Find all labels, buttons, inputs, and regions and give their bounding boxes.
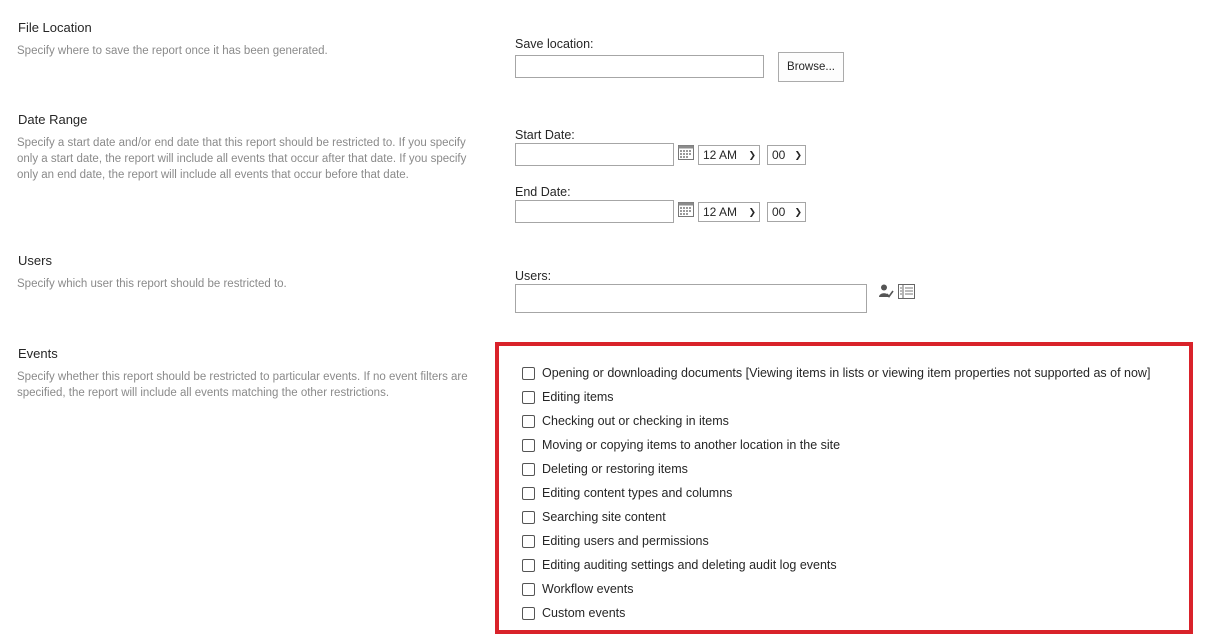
chevron-down-icon: ❯ — [748, 149, 756, 160]
date-range-title: Date Range — [18, 112, 88, 127]
event-option-label: Searching site content — [542, 510, 666, 524]
chevron-down-icon: ❯ — [794, 206, 802, 217]
event-option-deleting-restoring[interactable] — [522, 457, 1150, 481]
checkbox[interactable] — [522, 463, 535, 476]
event-option-label: Deleting or restoring items — [542, 462, 688, 476]
checkbox[interactable] — [522, 511, 535, 524]
event-option-label: Editing items — [542, 390, 614, 404]
check-names-icon[interactable] — [878, 283, 894, 304]
end-minute-value: 00 — [772, 205, 786, 219]
event-option-label: Editing users and permissions — [542, 534, 709, 548]
date-range-description: Specify a start date and/or end date that this report should be restricted to. If you specify only a start date, the report will include all events that occur after that date. If you specify only an end date, the report will include all events that occur before that date. — [17, 137, 467, 181]
event-option-custom[interactable] — [522, 601, 1150, 625]
start-minute-value: 00 — [772, 148, 786, 162]
event-option-label: Editing content types and columns — [542, 486, 733, 500]
save-location-input[interactable] — [515, 55, 764, 78]
events-description: Specify whether this report should be restricted to particular events. If no event filters are specified, the report will include all events matching the other restrictions. — [17, 371, 468, 399]
browse-directory-icon[interactable] — [898, 284, 915, 304]
save-location-label: Save location: — [515, 37, 594, 51]
event-option-label: Workflow events — [542, 582, 634, 596]
checkbox[interactable] — [522, 607, 535, 620]
end-hour-value: 12 AM — [703, 205, 738, 219]
events-checkbox-list — [522, 361, 1150, 625]
end-date-calendar-icon[interactable] — [678, 202, 694, 222]
end-date-input[interactable] — [515, 200, 674, 223]
start-date-calendar-icon[interactable] — [678, 145, 694, 165]
checkbox[interactable] — [522, 487, 535, 500]
checkbox[interactable] — [522, 583, 535, 596]
events-title: Events — [18, 346, 58, 361]
event-option-label: Opening or downloading documents [Viewing items in lists or viewing item properties not supported as of now] — [542, 366, 1151, 380]
browse-button[interactable]: Browse... — [778, 52, 844, 82]
event-option-checking-out[interactable] — [522, 409, 1150, 433]
start-date-input[interactable] — [515, 143, 674, 166]
event-option-auditing-settings[interactable] — [522, 553, 1150, 577]
checkbox[interactable] — [522, 415, 535, 428]
event-option-content-types[interactable] — [522, 481, 1150, 505]
event-option-label: Moving or copying items to another location in the site — [542, 438, 841, 452]
event-option-label: Checking out or checking in items — [542, 414, 729, 428]
start-hour-value: 12 AM — [703, 148, 738, 162]
start-minute-select[interactable] — [767, 145, 806, 165]
checkbox[interactable] — [522, 535, 535, 548]
users-label: Users: — [515, 269, 552, 283]
event-option-editing-items[interactable] — [522, 385, 1150, 409]
users-input[interactable] — [515, 284, 867, 313]
checkbox[interactable] — [522, 559, 535, 572]
chevron-down-icon: ❯ — [794, 149, 802, 160]
chevron-down-icon: ❯ — [748, 206, 756, 217]
users-description: Specify which user this report should be restricted to. — [17, 278, 287, 290]
event-option-opening-documents[interactable] — [522, 361, 1150, 385]
checkbox[interactable] — [522, 367, 535, 380]
event-option-searching[interactable] — [522, 505, 1150, 529]
start-date-label: Start Date: — [515, 128, 575, 142]
event-option-workflow[interactable] — [522, 577, 1150, 601]
users-title: Users — [18, 253, 52, 268]
file-location-title: File Location — [18, 20, 92, 35]
event-option-label: Editing auditing settings and deleting audit log events — [542, 558, 837, 572]
end-hour-select[interactable] — [698, 202, 760, 222]
event-option-users-permissions[interactable] — [522, 529, 1150, 553]
checkbox[interactable] — [522, 439, 535, 452]
end-date-label: End Date: — [515, 185, 571, 199]
event-option-moving-copying[interactable] — [522, 433, 1150, 457]
event-option-label: Custom events — [542, 606, 626, 620]
end-minute-select[interactable] — [767, 202, 806, 222]
start-hour-select[interactable] — [698, 145, 760, 165]
file-location-description: Specify where to save the report once it has been generated. — [17, 45, 328, 57]
checkbox[interactable] — [522, 391, 535, 404]
